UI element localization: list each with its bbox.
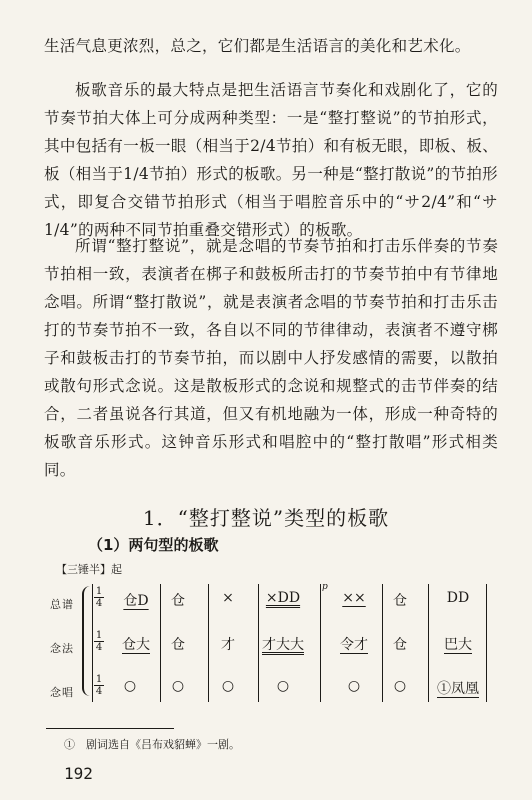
footnote: ① 剧词选自《吕布戏貂蝉》一剧。 [64, 738, 240, 751]
bar-line [92, 584, 93, 702]
bar-line [428, 584, 429, 702]
page-number: 192 [64, 764, 93, 783]
row-label-nianchang: 念唱 [50, 686, 74, 699]
paragraph-3: 所谓“整打整说”，就是念唱的节奏节拍和打击乐伴奏的节奏节拍相一致，表演者在梆子和鼓板所击打的节奏节拍中有节律地念唱。所谓“整打散说”，就是表演者念唱的节奏节拍和打击乐击打的节奏节拍不一致，各自以不同的节律律动，表演者不遵守梆子和鼓板击打的节奏节拍，而以剧中人抒发感情的需要，以散拍或散句形式念说。这是散板形式的念说和规整式的击节伴奏的结合，二者虽说各行其道，但又有机地融为一体，形成一种奇特的板歌音乐形式。这钟音乐形式和唱腔中的“整打散唱”形式相类同。 [44, 237, 498, 479]
footnote-rule [46, 728, 174, 729]
score-cell: ○ [347, 678, 361, 694]
score-cell: ①凤凰 [437, 681, 479, 697]
score-cell: ×× [342, 590, 366, 606]
score-cell: ○ [171, 678, 185, 694]
time-bottom: 4 [95, 598, 103, 609]
score-brace [82, 586, 92, 696]
bar-line [320, 584, 321, 702]
time-bottom: 4 [95, 642, 103, 653]
bar-line [160, 584, 161, 702]
time-signature [93, 586, 105, 609]
score-cell: 令才 [340, 637, 368, 653]
bar-line [258, 584, 259, 702]
score-cell: 仓 [393, 637, 407, 653]
score-cell: 仓 [393, 593, 407, 609]
paragraph-1: 生活气息更浓烈，总之，它们都是生活语言的美化和艺术化。 [44, 37, 471, 55]
paragraph-2: 板歌音乐的最大特点是把生活语言节奏化和戏剧化了，它的节奏节拍大体上可分成两种类型：一是“整打整说”的节拍形式，其中包括有一板一眼（相当于2/4节拍）和有板无眼，即板、板、板（相当于1/4节拍）形式的板歌。另一种是“整打散说”的节拍形式，即复合交错节拍形式（相当于唱腔音乐中的“サ2/4”和“サ1/4”的两种不同节拍重叠交错形式）的板歌。 [44, 81, 498, 239]
score-cell: 仓大 [122, 637, 150, 653]
time-top: 1 [95, 674, 103, 685]
score-cell: × [222, 590, 234, 606]
bar-line [382, 584, 383, 702]
score-cell: 仓 [171, 637, 185, 653]
section-title: 1．“整打整说”类型的板歌 [142, 506, 390, 530]
score-cell: ○ [276, 678, 290, 694]
score-cell: 仓D [123, 593, 149, 609]
subsection-title: （1）两句型的板歌 [88, 536, 219, 554]
time-top: 1 [95, 630, 103, 641]
time-signature [93, 630, 105, 653]
bar-line [486, 584, 487, 702]
score-cell: ○ [393, 678, 407, 694]
score-cell: 才 [221, 637, 235, 653]
time-top: 1 [95, 586, 103, 597]
score-cell: ○ [221, 678, 235, 694]
tune-label: 【三锤半】起 [56, 563, 122, 576]
dynamic-mark: p [322, 582, 328, 592]
score-cell: 仓 [171, 593, 185, 609]
bar-line [208, 584, 209, 702]
score-cell: ×DD [265, 590, 301, 606]
row-label-zongpu: 总谱 [50, 598, 74, 611]
score-cell: 巴大 [444, 637, 472, 653]
score-cell: DD [446, 590, 470, 606]
row-label-nianfa: 念法 [50, 642, 74, 655]
score-cell: ○ [123, 678, 137, 694]
time-bottom: 4 [95, 686, 103, 697]
score-cell: 才大大 [262, 637, 304, 653]
